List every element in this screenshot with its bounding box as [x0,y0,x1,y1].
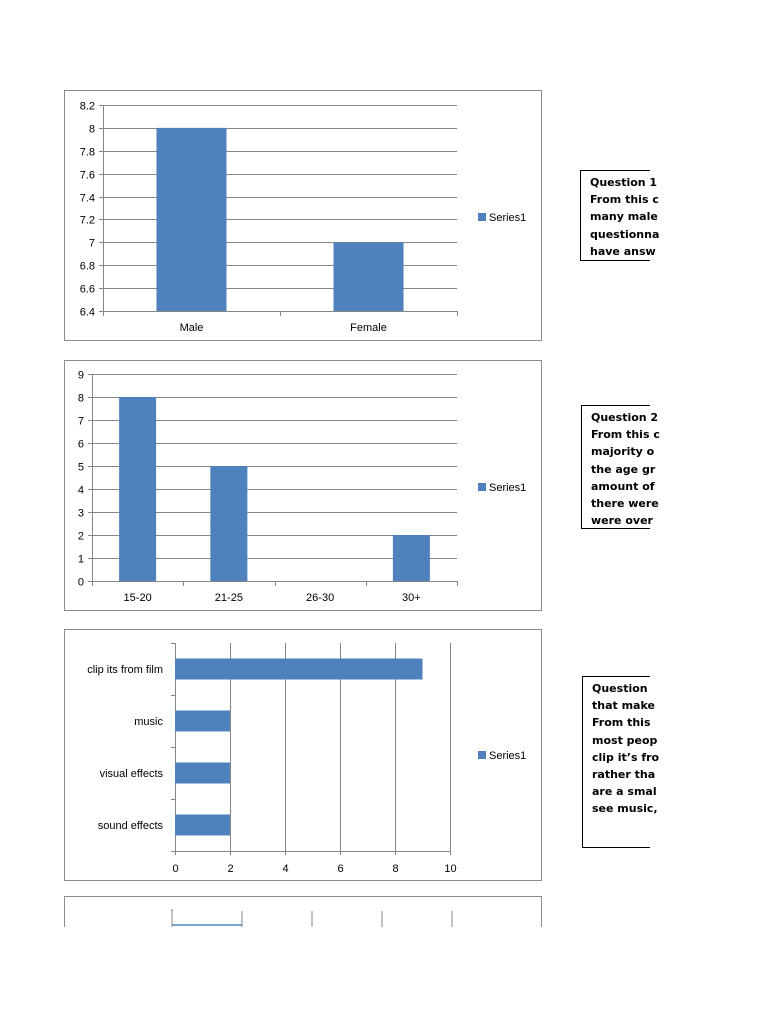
question-1-line: have answ [590,244,656,258]
question-1-line: questionna [590,227,660,241]
x-tick-label: 6 [337,863,344,875]
y-tick-label: 7.6 [79,169,95,182]
question-3-line: Question [592,682,648,695]
bar [210,466,247,581]
question-box-1 [580,170,660,261]
x-tick-label: 4 [282,863,289,875]
question-2-line: there were [591,497,659,511]
x-tick-label: 26-30 [306,592,335,604]
legend-swatch [478,751,486,759]
y-tick-label: 1 [77,553,84,566]
chart-gender-svg [65,91,543,342]
y-tick-label: 9 [77,369,84,382]
question-2-line: amount of [591,479,655,493]
question-1-line: Question 1 [590,176,658,189]
x-tick-label: 8 [392,863,399,875]
question-3-line: From this [592,716,651,730]
y-tick-label: 8.2 [79,100,95,113]
chart-trailer-elements [64,629,542,881]
y-tick-label: 8 [88,123,95,136]
y-tick-label: 2 [77,530,84,543]
y-tick-label: 7.8 [79,146,95,159]
y-tick-label: 6.8 [79,260,95,273]
legend-swatch [478,483,486,491]
question-3-line: are a smal [592,785,657,799]
x-tick-label: 30+ [402,592,421,604]
question-2-line: the age gr [591,462,656,476]
y-tick-label: 6.4 [79,306,95,319]
question-box-2 [581,405,660,529]
y-tick-label: visual effects [99,768,163,780]
chart-gender [64,90,542,341]
y-tick-label: 5 [77,461,84,474]
y-tick-label: 4 [77,484,84,497]
y-tick-label: 7.2 [79,214,95,227]
question-2-line: were over [591,514,653,528]
page-bottom-blank [0,927,768,1024]
bar [334,242,404,311]
chart-age-svg [65,361,543,612]
x-tick-label: 2 [227,863,234,875]
legend-label: Series1 [489,750,527,762]
y-tick-label: music [134,716,163,728]
bar [175,815,230,836]
y-tick-label: 7 [88,237,95,250]
question-box-3 [582,676,660,848]
bar [175,659,423,680]
y-tick-label: 7 [77,415,84,428]
question-3-line: rather tha [592,768,656,782]
x-tick-label: Male [179,322,204,334]
bar [175,763,230,784]
question-1-line: From this c [590,193,659,207]
y-tick-label: 7.4 [79,192,95,205]
legend-label: Series1 [489,482,527,494]
bar [157,128,227,311]
chart-age [64,360,542,611]
question-3-line: that make [592,699,655,713]
question-2-line: majority o [591,445,655,459]
question-1-line: many male [590,210,658,224]
y-tick-label: 3 [77,507,84,520]
bar [119,397,156,581]
y-tick-label: clip its from film [87,664,163,676]
question-3-line: see music, [592,802,658,816]
y-tick-label: sound effects [97,820,163,832]
x-tick-label: 10 [444,863,457,875]
y-tick-label: 6 [77,438,84,451]
question-3-line: most peop [592,733,658,747]
bar [175,711,230,732]
x-tick-label: 15-20 [123,592,152,604]
bar [393,535,430,581]
y-tick-label: 8 [77,392,84,405]
x-tick-label: Female [350,322,387,334]
chart-trailer-svg [65,630,543,882]
legend-label: Series1 [489,212,527,224]
x-tick-label: 0 [172,863,179,875]
x-tick-label: 21-25 [214,592,243,604]
y-tick-label: 6.6 [79,283,95,296]
question-2-line: From this c [591,428,660,442]
y-tick-label: 0 [77,576,84,589]
legend-swatch [478,213,486,221]
question-2-line: Question 2 [591,411,659,424]
question-3-line: clip it’s fro [592,750,660,764]
